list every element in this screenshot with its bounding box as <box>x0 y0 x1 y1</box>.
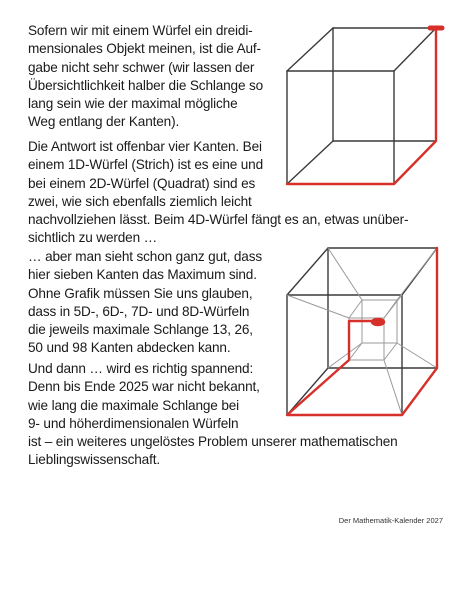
text-line: zwei, wie sich ebenfalls ziemlich leicht <box>28 193 252 209</box>
text-line: einem 1D-Würfel (Strich) ist es eine und <box>28 157 263 173</box>
cube-edge <box>287 28 333 71</box>
text-line: wie lang die maximale Schlange bei <box>28 397 240 413</box>
text-line: Sofern wir mit einem Würfel ein dreidi- <box>28 23 253 38</box>
inner-edge <box>349 300 362 318</box>
text-line: bei einem 2D-Würfel (Quadrat) sind es <box>28 175 256 191</box>
cube-edges <box>287 28 436 184</box>
text-line: Und dann … wird es richtig spannend: <box>28 361 254 376</box>
cube-3d-diagram <box>282 18 452 208</box>
tesseract-diagram <box>282 238 452 423</box>
paragraph-3d-cube <box>28 22 263 132</box>
connector-edge <box>287 295 349 318</box>
text-line: Weg entlang der Kanten). <box>28 114 180 130</box>
text-line: mensionales Objekt meinen, ist die Auf- <box>28 41 261 57</box>
inner-edge <box>384 343 397 360</box>
cube-edge <box>394 28 436 71</box>
text-line: ist – ein weiteres ungelöstes Problem unserer mathematischen <box>28 434 398 450</box>
text-line: 9- und höherdimensionalen Würfeln <box>28 415 239 431</box>
text-line: … aber man sieht schon ganz gut, dass <box>28 249 262 264</box>
text-line: Die Antwort ist offenbar vier Kanten. Bei <box>28 139 262 154</box>
snake-head <box>372 319 384 325</box>
connector-edge <box>384 295 402 318</box>
text-line: sichtlich zu werden … <box>28 230 158 246</box>
text-line: dass in 5D-, 6D-, 7D- und 8D-Würfeln <box>28 303 250 319</box>
text-line: gabe nicht sehr schwer (wir lassen der <box>28 59 255 75</box>
text-line: nachvollziehen lässt. Beim 4D-Würfel fängt es an, etwas unüber- <box>28 212 409 228</box>
calendar-footer: Der Mathematik-Kalender 2027 <box>338 516 443 525</box>
snake-path <box>287 28 442 184</box>
connector-edge <box>328 248 362 300</box>
text-line: die jeweils maximale Schlange 13, 26, <box>28 322 253 338</box>
text-line: Denn bis Ende 2025 war nicht bekannt, <box>28 379 260 395</box>
text-line: Lieblingswissenschaft. <box>28 452 160 468</box>
text-line: hier sieben Kanten das Maximum sind. <box>28 267 257 283</box>
text-line: Übersichtlichkeit halber die Schlange so <box>28 77 264 93</box>
text-line: lang sein wie der maximal mögliche <box>28 96 238 112</box>
text-line: 50 und 98 Kanten abdecken kann. <box>28 340 231 356</box>
connector-edge <box>397 248 437 300</box>
cube-edge <box>287 141 333 184</box>
text-line: Ohne Grafik müssen Sie uns glauben, <box>28 285 253 301</box>
outer-edge <box>287 248 328 295</box>
paragraph-4d-cube <box>28 248 262 358</box>
connector-edge <box>397 343 437 368</box>
